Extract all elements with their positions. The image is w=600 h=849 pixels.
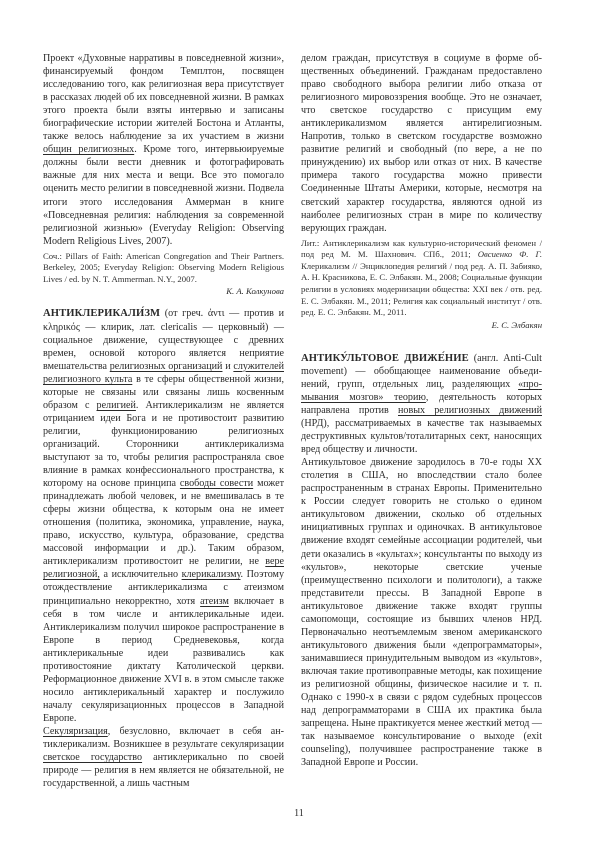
link-new-religious-movements[interactable]: новых религиозных движений: [398, 405, 542, 416]
link-brainwashing-theory[interactable]: «промывания мозгов» теорию: [301, 378, 542, 403]
headword: АНТИКУ́ЛЬТОВОЕ ДВИЖЕ́НИЕ: [301, 352, 469, 364]
link-religious-communities[interactable]: общин религиозных: [43, 144, 135, 156]
right-column: [301, 52, 542, 769]
paragraph-anticult-history: Антикультовое движение зародилось в 70-е годы XX столетия в США, но впоследствии стало более распространенным в странах Европы. Применительно к России следует говорить не столько о едином антикультовом движении, сколько об отдельных инициативных группах и одиночках. В антикультовое движение входят семейные ассоциации родителей, чьи дети оказались в «культах»; консультанты по выходу из «культов», некоторые светские ученые (преимущественно психологи и политологи), а также представители прессы. В Западной Европе в антикультовое движение также входят группы самопомощи, состоящие из бывших членов НРД. Первоначально неотъемлемым звеном американского антикультового движения были «депрограмматоры», занимавшиеся принудительным выводом из «культов», включая такие противоправные методы, как похищение из религиозной общины, физическое насилие и т. п. Однако с 1990-х в связи с рядом судебных процессов над депрограмматорами в США их практика была запрещена. Ныне практикуется менее жесткий метод — так называемое консультирование о выходе (exit counseling), получившее распространение также в Западной Европе и России.: [301, 457, 542, 769]
link-freedom-of-conscience[interactable]: свободы совести: [179, 478, 254, 490]
link-clericalism[interactable]: клерикализму: [181, 569, 241, 581]
intro-paragraph: Проект «Духовные нарративы в повседневной жизни», финансируемый фондом Темплтон, посвящен исследованию того, как религиозная вера присутствует в рассказах людей об их повседневной жизни. В рамках этого проекта были взяты интервью и записаны биографические истории жителей Бостона и Атланты, также велось наблюдение за их участием в жизни общин религиозных. Кроме того, интервьюируемые должны были вести дневник и фотографировать важные для них места и вещи. Все это помогало оценить место религии в повседневной жизни. Подвела итоги этого исследования Аммерман в книге «Повседневная религия: наблюдения за современной религиозной жизнью» (Everyday Religion: Observing Modern Religious Lives, 2007).: [43, 53, 285, 247]
link-secular-state[interactable]: светское государство: [43, 752, 143, 764]
link-clergy[interactable]: служителей религиозного культа: [43, 360, 284, 385]
entry-anticlericalism: АНТИКЛЕРИКАЛИ́ЗМ (от греч. ἀντι — против и κληρικός — клирик, лат. clericalis — церковный) — социальное движение, существующее с древних времен, основой которого является неприятие вмешательства религиозных организаций и служителей религиозного культа в те сферы общественной жизни, которые не связаны или связаны лишь косвенным образом с религией. Антиклерикализм не является отрицанием идеи Бога и не противостоит развитию религии, функционированию религиозных организаций. Сторонники антиклерикализма выступают за то, чтобы религия распространяла свое влияние в рамках конфессионального пространства, к которому на основе принципа свободы совести может принадлежать любой человек, и не вмешивалась в те сферы жизни общества, к которым она не имеет отношения (политика, экономика, управление, наука, право, искусство, культура, образование, средства массовой информации и др.). Таким образом, антиклерикализм противостоит не религии, не вере религиозной, а исключительно клерикализму. Поэтому отождествление антиклерикализма с атеизмом принципиально некорректно, хотя атеизм включает в себя в том числе и антиклерикальные идеи. Антиклерикализм получил широкое распространение в Европе в период Средневековья, когда антиклерикальные идеи развивались как противостояние диктату Католической церкви. Реформационное движение XVI в. в этом смысле также носило антиклерикальный характер и послужило началу секуляризационных процессов в Западной Европе.: [43, 308, 284, 724]
headword: АНТИКЛЕРИКАЛИ́ЗМ: [43, 308, 161, 320]
link-religious-organizations[interactable]: религиозных организаций: [109, 360, 223, 372]
link-secularization[interactable]: Секуляризация: [43, 725, 108, 737]
author-signature: К. А. Колкунова: [226, 286, 284, 297]
continuation-paragraph: делом граждан, присутствуя в социуме в форме общественных объединений. Гражданам предоставлено право свободного выбора религии либо отказа от религиозного мировоззрения вообще. Это не означает, что светское государство с присущим ему антиклерикализмом является антирелигиозным. Напротив, только в светском государстве возможно развитие религий и свободный (по вере, а не по принуждению) их выбор или отказ от них. В качестве примера такого государства можно привести Соединенные Штаты Америки, которые, несмотря на светский характер государства, являются одной из наиболее религиозных стран в мире по количеству верующих граждан.: [301, 53, 542, 234]
author-italic: Овсиенко Ф. Г.: [477, 249, 542, 260]
entry-anticult-movement: АНТИКУ́ЛЬТОВОЕ ДВИЖЕ́НИЕ (англ. Anti-Cult movement) — обобщающее наименование объединений, групп, отдельных лиц, разделяющих «промывания мозгов» теорию, деятельность которых направлена против новых религиозных движений (НРД), рассматриваемых в качестве так называемых деструктивных культов/тоталитарных сект, наносящих вред обществу и личности.: [301, 352, 542, 456]
paragraph-secularization: Секуляризация, безусловно, включает в себя антиклерикализм. Возникшее в результате секуляризации светское государство антиклерикально по своей природе — религия в нем является не обязательной, не государственной, а лишь частным: [43, 725, 284, 790]
link-atheism[interactable]: атеизм: [200, 595, 229, 607]
left-column: [43, 52, 284, 790]
literature-list: Лит.: Антиклерикализм как культурно-исторический феномен / под ред М. М. Шахнович. СПб., 2011; Овсиенко Ф. Г. Клерикализм // Энциклопедия религий / под ред. А. П. Забияко, А. Н. Красникова, Е. С. Элбакян. М., 2008; Социальные функции религии в условиях модернизации общества: XXI век / отв. ред. Е. С. Элбакян. М., 2011; Религия как социальный институт / отв. ред. Е. С. Элбакян. М., 2011.: [301, 237, 542, 318]
works-list: Соч.: Pillars of Faith: American Congregation and Their Partners. Berkeley, 2005; Everyday Religion: Observing Modern Religious Lives / ed. by N. T. Ammerman. N.Y., 2007.: [43, 250, 284, 284]
page-number: 11: [294, 808, 304, 819]
link-religious-faith[interactable]: вере религиозной,: [43, 556, 284, 581]
link-religion[interactable]: религией: [96, 399, 136, 411]
author-signature: Е. С. Элбакян: [491, 319, 542, 330]
